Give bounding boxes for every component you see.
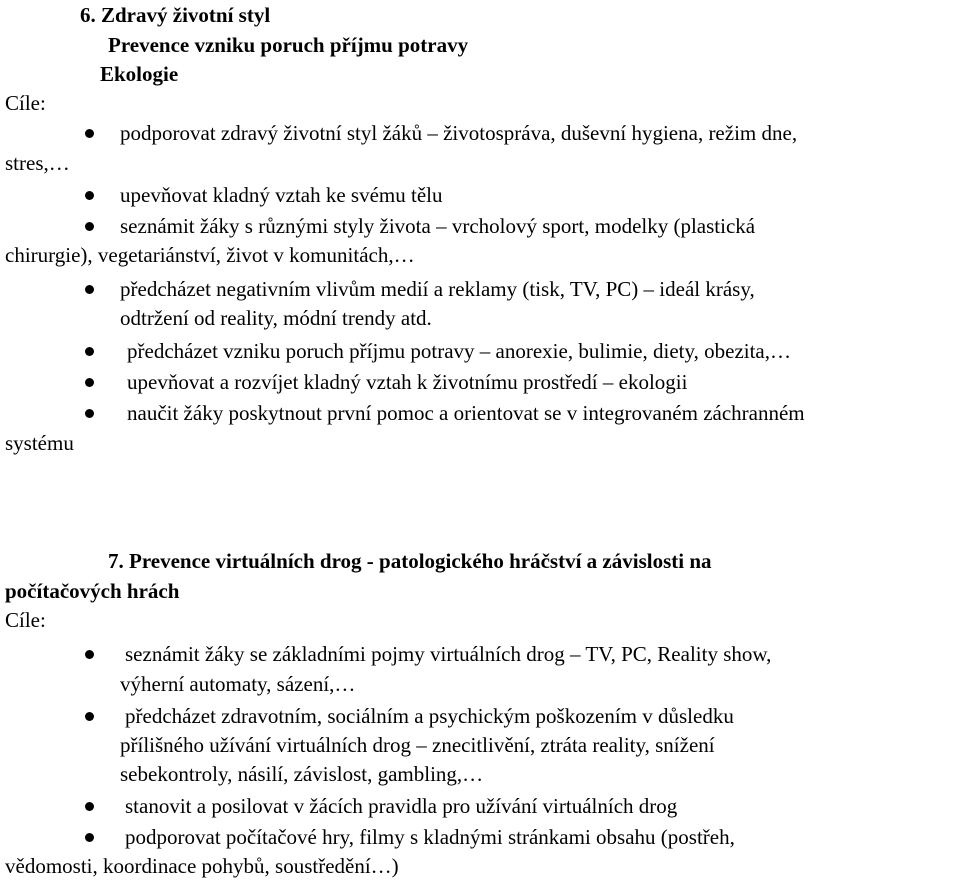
goal-item-line: vědomosti, koordinace pohybů, soustředění…) xyxy=(5,854,399,878)
bullet-icon xyxy=(85,285,94,294)
section-6-goals-label: Cíle: xyxy=(5,91,46,115)
goal-item-line: podporovat počítačové hry, filmy s kladnými stránkami obsahu (postřeh, xyxy=(125,825,735,849)
goal-item-line: naučit žáky poskytnout první pomoc a orientovat se v integrovaném záchranném xyxy=(127,401,805,425)
goal-item-line: předcházet negativním vlivům medií a reklamy (tisk, TV, PC) – ideál krásy, xyxy=(120,277,755,301)
bullet-icon xyxy=(85,833,94,842)
goal-item-line: odtržení od reality, módní trendy atd. xyxy=(120,306,432,330)
bullet-icon xyxy=(85,347,94,356)
goal-item-line: seznámit žáky s různými styly života – vrcholový sport, modelky (plastická xyxy=(120,214,756,238)
bullet-icon xyxy=(85,222,94,231)
goal-item-line: předcházet zdravotním, sociálním a psychickým poškozením v důsledku xyxy=(125,704,734,728)
bullet-icon xyxy=(85,712,94,721)
bullet-icon xyxy=(85,191,94,200)
goal-item-line: stanovit a posilovat v žácích pravidla pro užívání virtuálních drog xyxy=(125,794,678,818)
bullet-icon xyxy=(85,650,94,659)
bullet-icon xyxy=(85,378,94,387)
goal-item-line: přílišného užívání virtuálních drog – znecitlivění, ztráta reality, snížení xyxy=(120,733,715,757)
bullet-icon xyxy=(85,409,94,418)
section-7-title: 7. Prevence virtuálních drog - patologického hráčství a závislosti na xyxy=(108,549,712,573)
goal-item-line: sebekontroly, násilí, závislost, gambling,… xyxy=(120,762,484,786)
bullet-icon xyxy=(85,129,94,138)
goal-item-line: chirurgie), vegetariánství, život v komunitách,… xyxy=(5,243,415,267)
goal-item-line: seznámit žáky se základními pojmy virtuálních drog – TV, PC, Reality show, xyxy=(125,642,772,666)
goal-item-line: upevňovat kladný vztah ke svému tělu xyxy=(120,183,443,207)
section-6-subtitle: Prevence vzniku poruch příjmu potravy xyxy=(108,33,469,57)
section-6-subtitle-2: Ekologie xyxy=(100,62,179,86)
goal-item-line: stres,… xyxy=(5,151,70,175)
goal-item-line: systému xyxy=(5,431,74,455)
section-7-goals-label: Cíle: xyxy=(5,608,46,632)
goal-item-line: upevňovat a rozvíjet kladný vztah k životnímu prostředí – ekologii xyxy=(127,370,688,394)
section-7-title-cont: počítačových hrách xyxy=(5,579,180,603)
section-6-title: 6. Zdravý životní styl xyxy=(80,3,271,27)
goal-item-line: předcházet vzniku poruch příjmu potravy – anorexie, bulimie, diety, obezita,… xyxy=(127,339,792,363)
goal-item-line: podporovat zdravý životní styl žáků – životospráva, duševní hygiena, režim dne, xyxy=(120,121,798,145)
bullet-icon xyxy=(85,802,94,811)
goal-item-line: výherní automaty, sázení,… xyxy=(120,672,356,696)
